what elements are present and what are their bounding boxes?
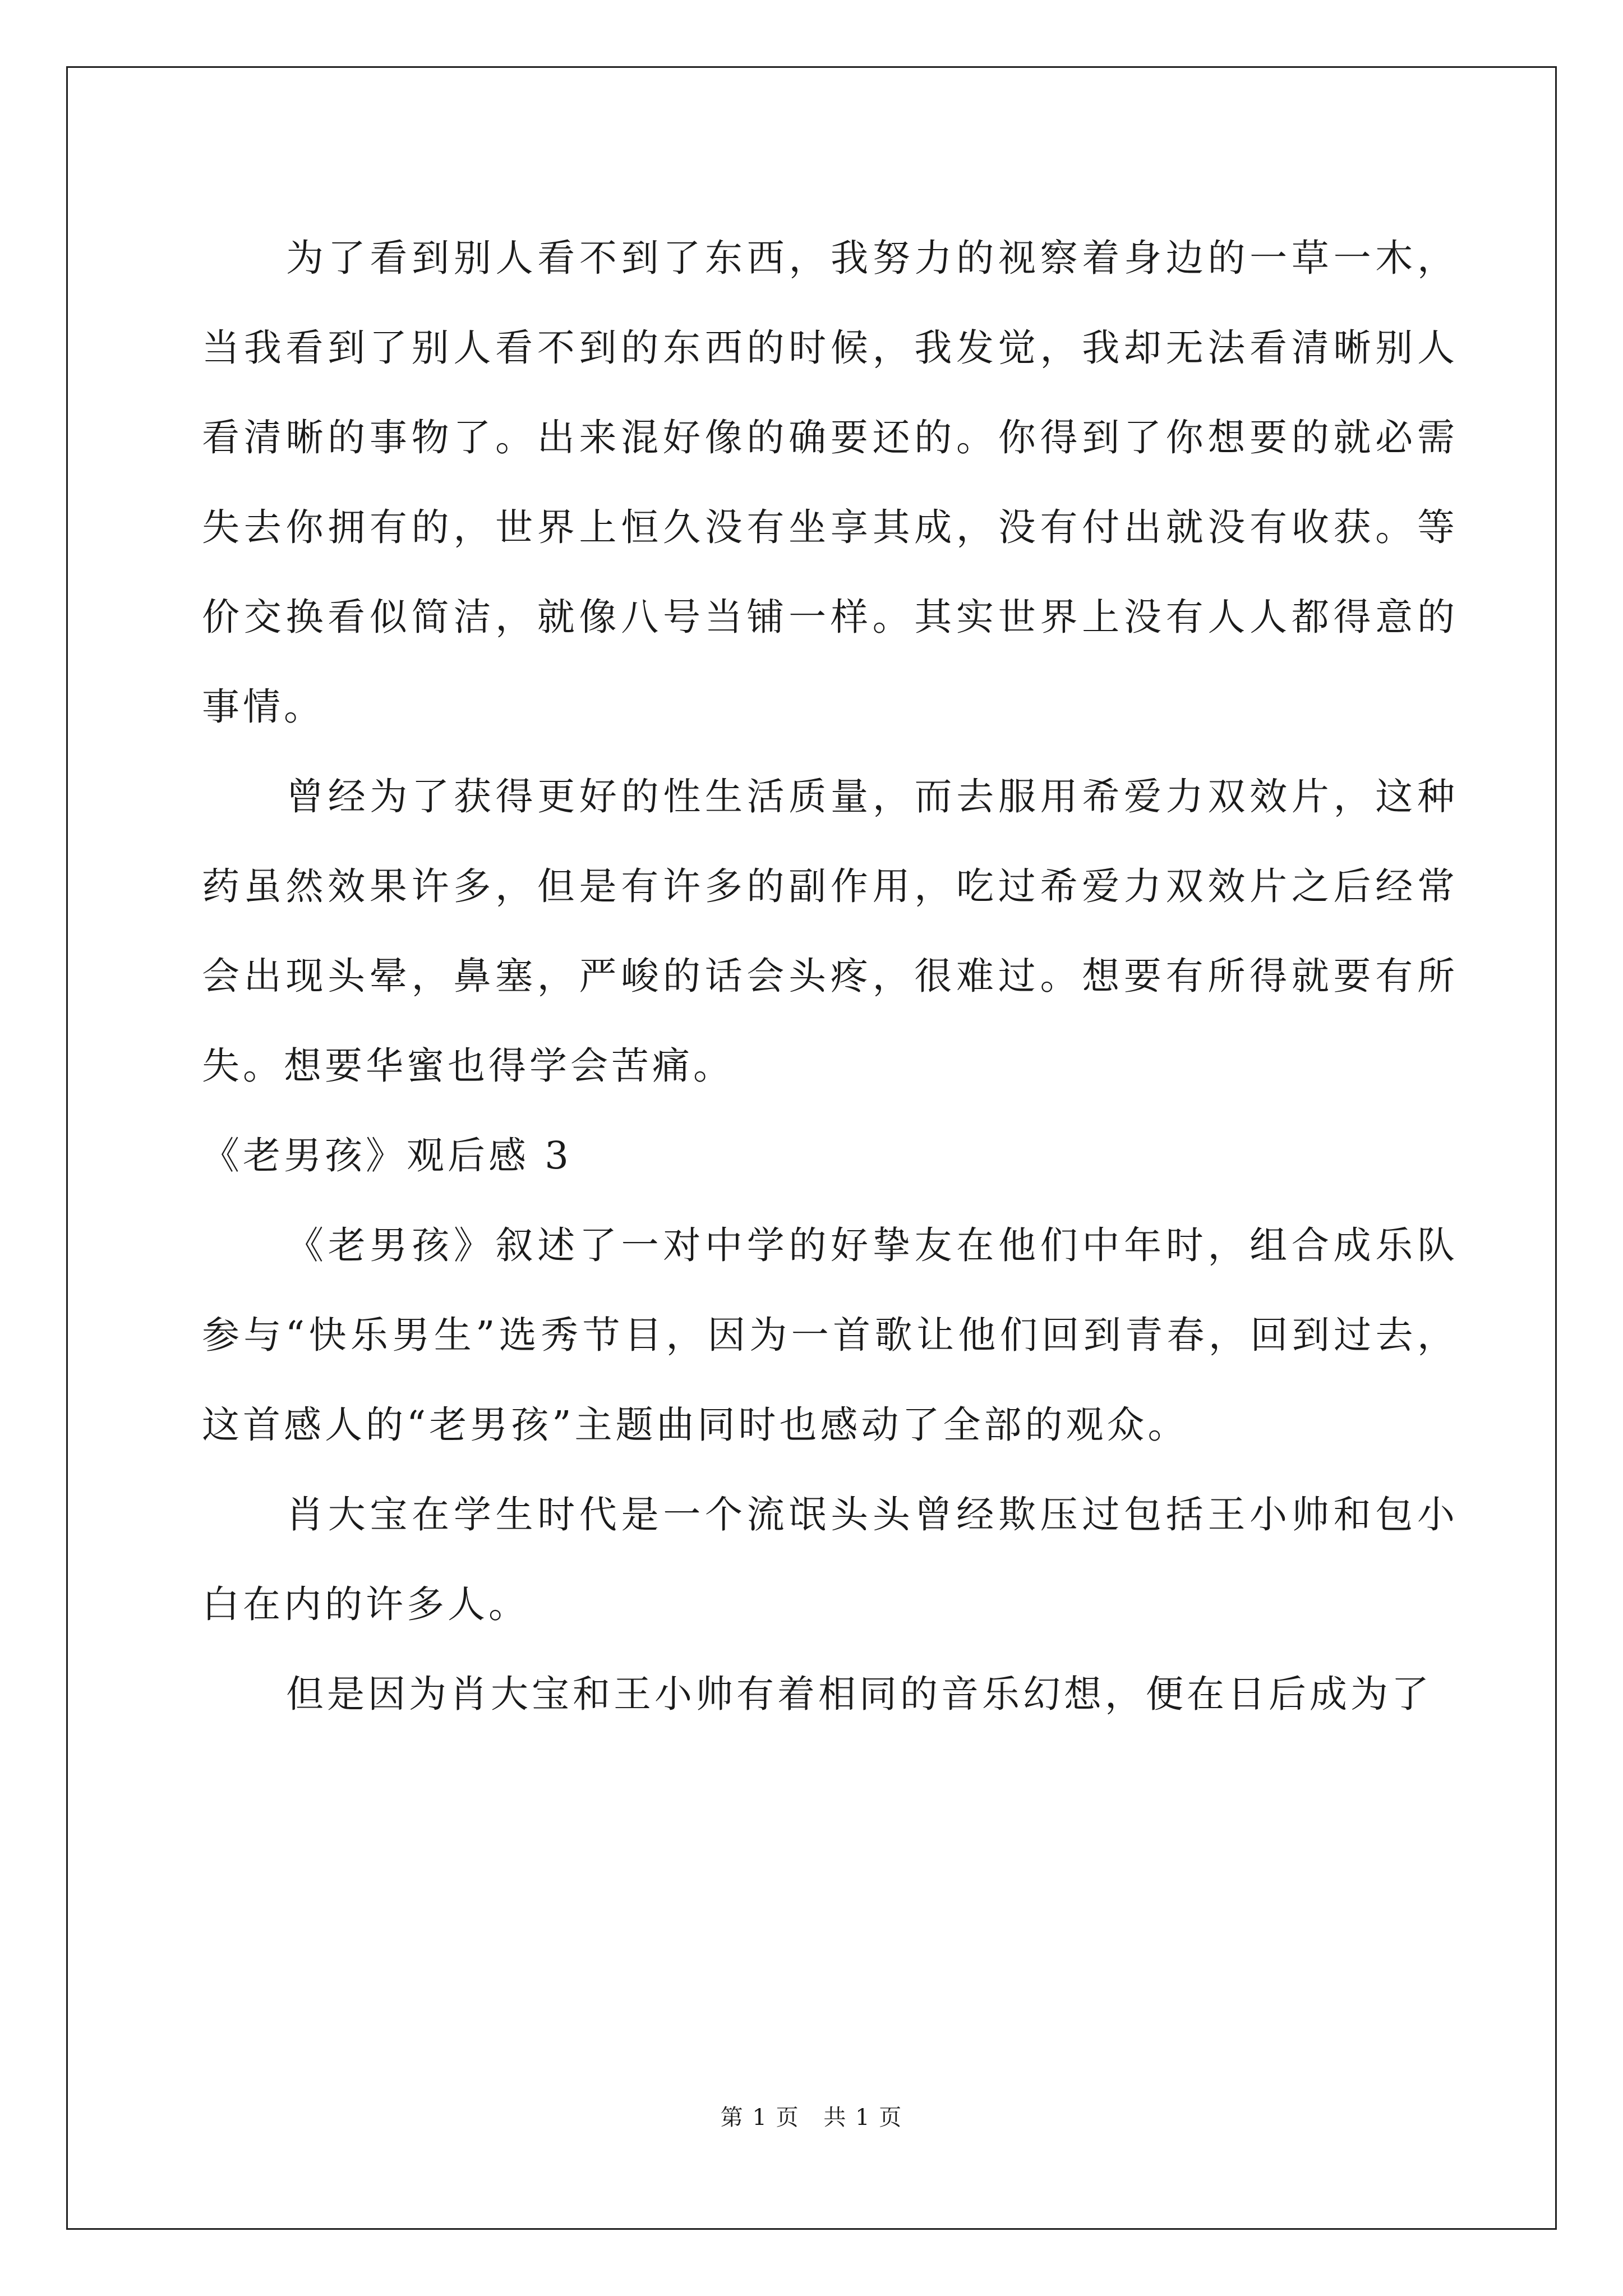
paragraph-5: 但是因为肖大宝和王小帅有着相同的音乐幻想，便在日后成为了	[286, 1672, 1432, 1716]
page-total: 共 1 页	[823, 2105, 903, 2131]
paragraph-3: 《老男孩》叙述了一对中学的好挚友在他们中年时，组合成乐队参与“快乐男生”选秀节目，因为一首歌让他们回到青春，回到过去，这首感人的“老男孩”主题曲同时也感动了全部的观众。	[202, 1223, 1458, 1447]
page-footer	[0, 2101, 1623, 2134]
document-body	[202, 213, 1458, 1739]
paragraph-2: 曾经为了获得更好的性生活质量，而去服用希爱力双效片，这种药虽然效果许多，但是有许多的副作用，吃过希爱力双效片之后经常会出现头晕，鼻塞，严峻的话会头疼，很难过。想要有所得就要有所失。想要华蜜也得学会苦痛。	[202, 775, 1458, 1088]
paragraph-4: 肖大宝在学生时代是一个流氓头头曾经欺压过包括王小帅和包小白在内的许多人。	[202, 1493, 1458, 1626]
section-heading: 《老男孩》观后感 3	[202, 1134, 572, 1177]
page-number: 第 1 页	[720, 2105, 800, 2131]
paragraph-1: 为了看到别人看不到了东西，我努力的视察着身边的一草一木，当我看到了别人看不到的东西的时候，我发觉，我却无法看清晰别人看清晰的事物了。出来混好像的确要还的。你得到了你想要的就必需失去你拥有的，世界上恒久没有坐享其成，没有付出就没有收获。等价交换看似简洁，就像八号当铺一样。其实世界上没有人人都得意的事情。	[202, 236, 1458, 729]
